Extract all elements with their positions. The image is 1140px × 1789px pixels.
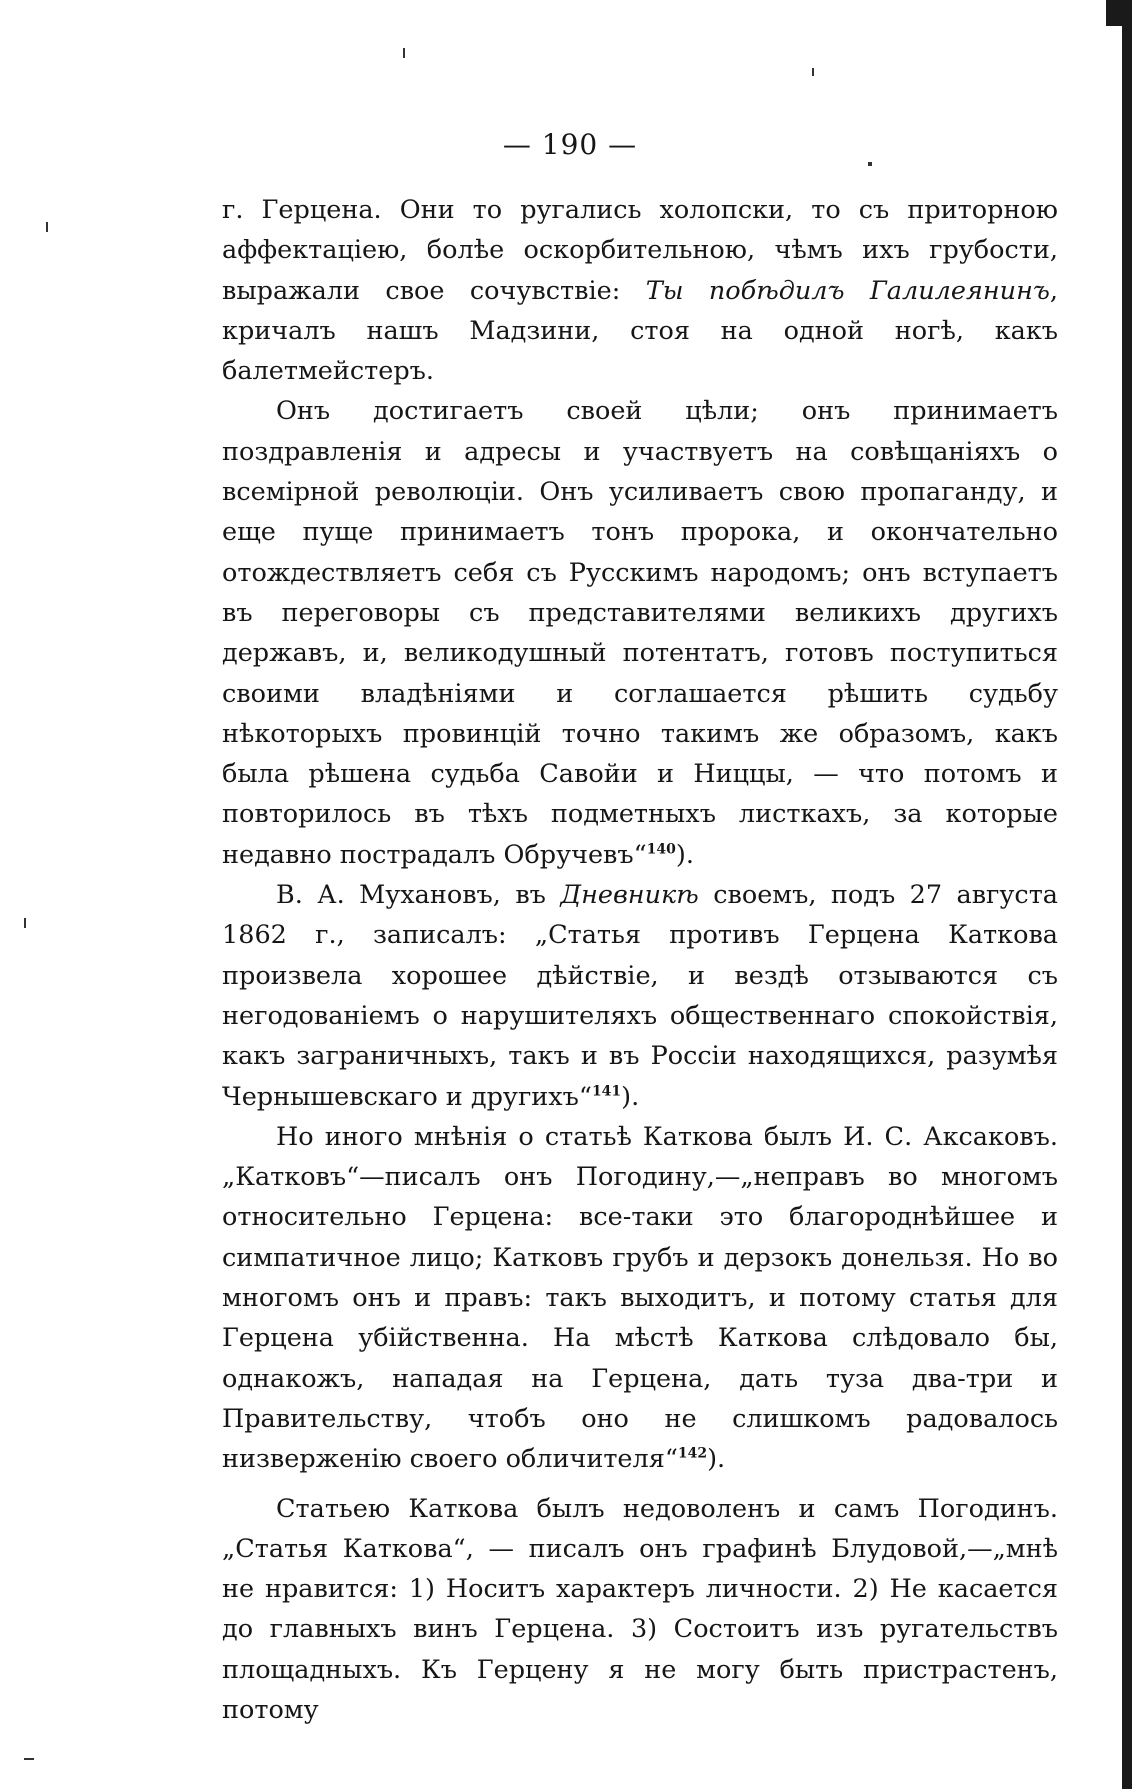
italic-quote: Ты побѣдилъ Галилеянинъ	[645, 275, 1050, 306]
footnote-ref: 142	[677, 1445, 708, 1462]
scan-speck	[403, 48, 405, 58]
body-text	[222, 190, 1058, 1730]
footnote-ref: 140	[646, 841, 676, 858]
paragraph-4: Но иного мнѣнiя о статьѣ Каткова былъ И. С. Аксаковъ. „Катковъ“—писалъ онъ Погодину,—„неправъ во многомъ относительно Герцена: все-таки это благороднѣйшее и симпатичное лицо; Катковъ грубъ и дерзокъ донельзя. Но во многомъ онъ и правъ: такъ выходитъ, и потому статья для Герцена убiйственна. На мѣстѣ Каткова слѣдовало бы, однакожъ, нападая на Герцена, дать туза два-три и Правительству, чтобъ оно не слишкомъ радовалось низверженiю своего обличителя“$^{142}$).	[222, 1121, 1058, 1475]
footnote-ref: 141	[591, 1083, 622, 1100]
italic-title: Дневникѣ	[560, 880, 699, 911]
scan-speck	[24, 918, 26, 928]
scan-speck	[868, 162, 872, 166]
paragraph-2: Онъ достигаетъ своей цѣли; онъ принимаетъ поздравленiя и адресы и участвуетъ на совѣщанiяхъ о всемiрной революцiи. Онъ усиливаетъ свою пропаганду, и еще пуще принимаетъ тонъ пророка, и окончательно отождествляетъ себя съ Русскимъ народомъ; онъ вступаетъ въ переговоры съ представителями великихъ другихъ державъ, и, великодушный потентатъ, готовъ поступиться своими владѣнiями и соглашается рѣшить судьбу нѣкоторыхъ провинцiй точно такимъ же образомъ, какъ была рѣшена судьба Савойи и Ниццы, — что потомъ и повторилось въ тѣхъ подметныхъ листкахъ, за которые недавно пострадалъ Обручевъ“$^{140}$).	[222, 396, 1058, 870]
paragraph-5: Статьею Каткова былъ недоволенъ и самъ Погодинъ. „Статья Каткова“, — писалъ онъ графинѣ Блудовой,—„мнѣ не нравится: 1) Носитъ характеръ личности. 2) Не касается до главныхъ винъ Герцена. 3) Состоитъ изъ ругательствъ площадныхъ. Къ Герцену я не могу быть пристрастенъ, потому	[222, 1493, 1058, 1725]
page-number: — 190 —	[502, 128, 638, 161]
scan-speck	[46, 222, 48, 232]
scan-speck	[24, 1758, 34, 1760]
scan-speck	[812, 68, 814, 76]
paragraph-1: г. Герцена. Они то ругались холопски, то съ приторною аффектацiею, болѣе оскорбительною, чѣмъ ихъ грубости, выражали свое сочувствiе: Ты побѣдилъ Галилеянинъ, кричалъ нашъ Мадзини, стоя на одной ногѣ, какъ балетмейстеръ.	[222, 195, 1058, 387]
paragraph-3: В. А. Мухановъ, въ Дневникѣ своемъ, подъ 27 августа 1862 г., записалъ: „Статья противъ Герцена Каткова произвела хорошее дѣйствiе, и вездѣ отзываются съ негодованiемъ о нарушителяхъ общественнаго спокойствiя, какъ заграничныхъ, такъ и въ Россiи находящихся, разумѣя Чернышевскаго и другихъ“$^{141}$).	[222, 880, 1059, 1112]
page-edge-shadow	[1122, 0, 1132, 1789]
